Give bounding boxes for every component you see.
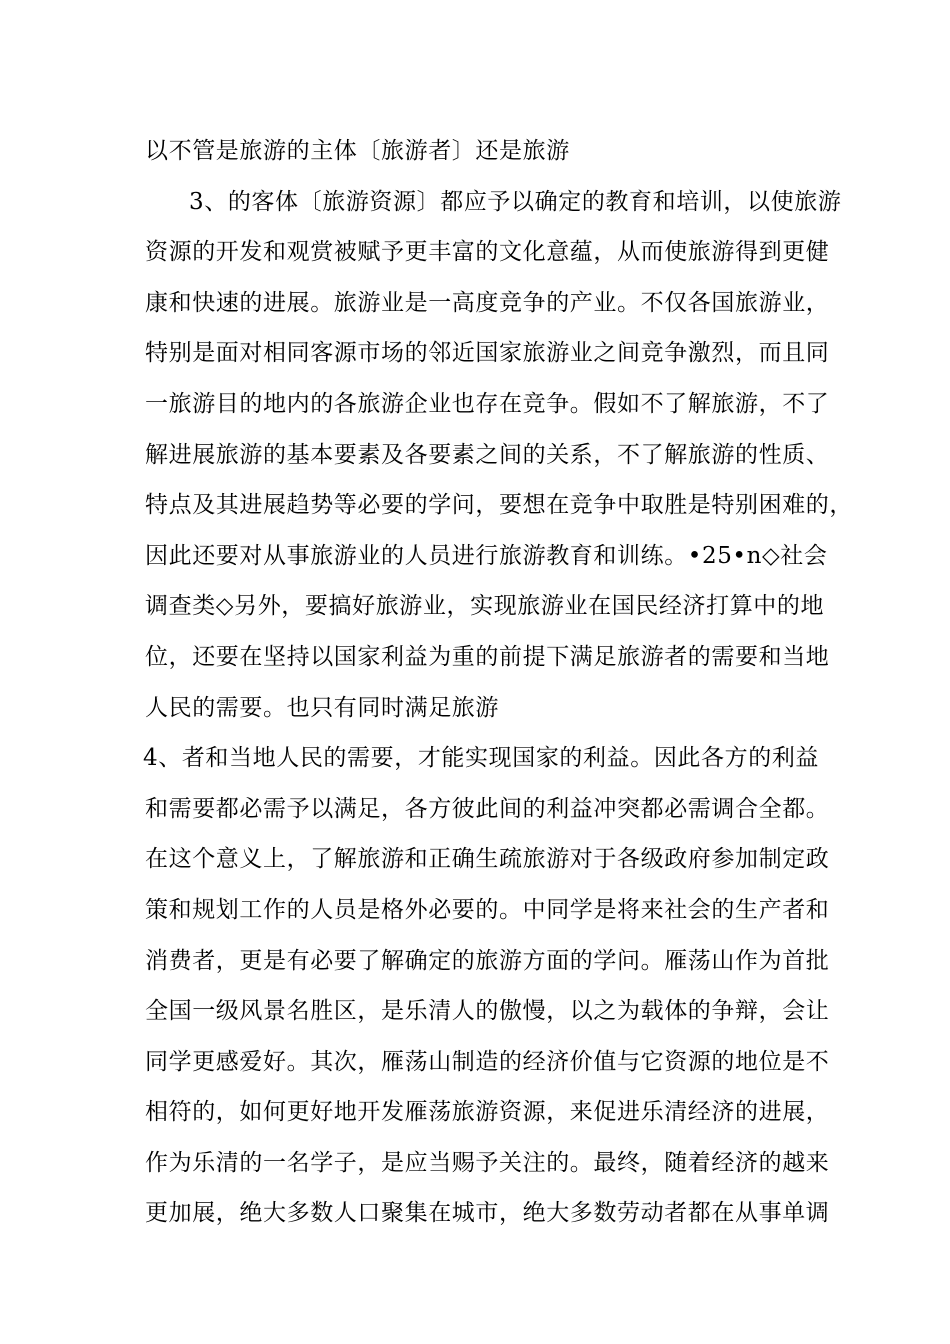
text-line-numbered: 3、的客体〔旅游资源〕都应予以确定的教育和培训，以使旅游 <box>189 188 842 215</box>
text-line: 资源的开发和观赏被赋予更丰富的文化意蕴，从而使旅游得到更健 <box>145 239 830 266</box>
text-line: 特别是面对相同客源市场的邻近国家旅游业之间竞争激烈，而且同 <box>145 340 830 367</box>
text-line: 作为乐清的一名学子，是应当赐予关注的。最终，随着经济的越来 <box>145 1149 830 1176</box>
body-text <box>143 126 853 1239</box>
text-line: 因此还要对从事旅游业的人员进行旅游教育和训练。•25•n◇社会 <box>145 542 828 569</box>
text-line: 人民的需要。也只有同时满足旅游 <box>145 694 499 721</box>
text-line: 相符的，如何更好地开发雁荡旅游资源，来促进乐清经济的进展， <box>145 1099 830 1126</box>
text-line: 解进展旅游的基本要素及各要素之间的关系，不了解旅游的性质、 <box>145 441 830 468</box>
text-line: 位，还要在坚持以国家利益为重的前提下满足旅游者的需要和当地 <box>145 643 830 670</box>
text-line-numbered: 4、者和当地人民的需要，才能实现国家的利益。因此各方的利益 <box>143 745 820 772</box>
text-line: 同学更感爱好。其次，雁荡山制造的经济价值与它资源的地位是不 <box>145 1048 830 1075</box>
text-line: 更加展，绝大多数人口聚集在城市，绝大多数劳动者都在从事单调 <box>145 1200 830 1227</box>
text-line: 调查类◇另外，要搞好旅游业，实现旅游业在国民经济打算中的地 <box>145 593 825 620</box>
text-line: 在这个意义上，了解旅游和正确生疏旅游对于各级政府参加制定政 <box>145 846 830 873</box>
text-line: 一旅游目的地内的各旅游企业也存在竞争。假如不了解旅游，不了 <box>145 390 830 417</box>
text-line: 策和规划工作的人员是格外必要的。中同学是将来社会的生产者和 <box>145 896 830 923</box>
text-line: 消费者，更是有必要了解确定的旅游方面的学问。雁荡山作为首批 <box>145 947 830 974</box>
text-line: 全国一级风景名胜区，是乐清人的傲慢，以之为载体的争辩，会让 <box>145 998 830 1025</box>
text-line: 以不管是旅游的主体〔旅游者〕还是旅游 <box>145 138 570 164</box>
text-line: 康和快速的进展。旅游业是一高度竞争的产业。不仅各国旅游业， <box>145 289 830 316</box>
text-line: 特点及其进展趋势等必要的学问，要想在竞争中取胜是特别困难的， <box>145 492 853 519</box>
text-line: 和需要都必需予以满足，各方彼此间的利益冲突都必需调合全都。 <box>145 795 830 822</box>
